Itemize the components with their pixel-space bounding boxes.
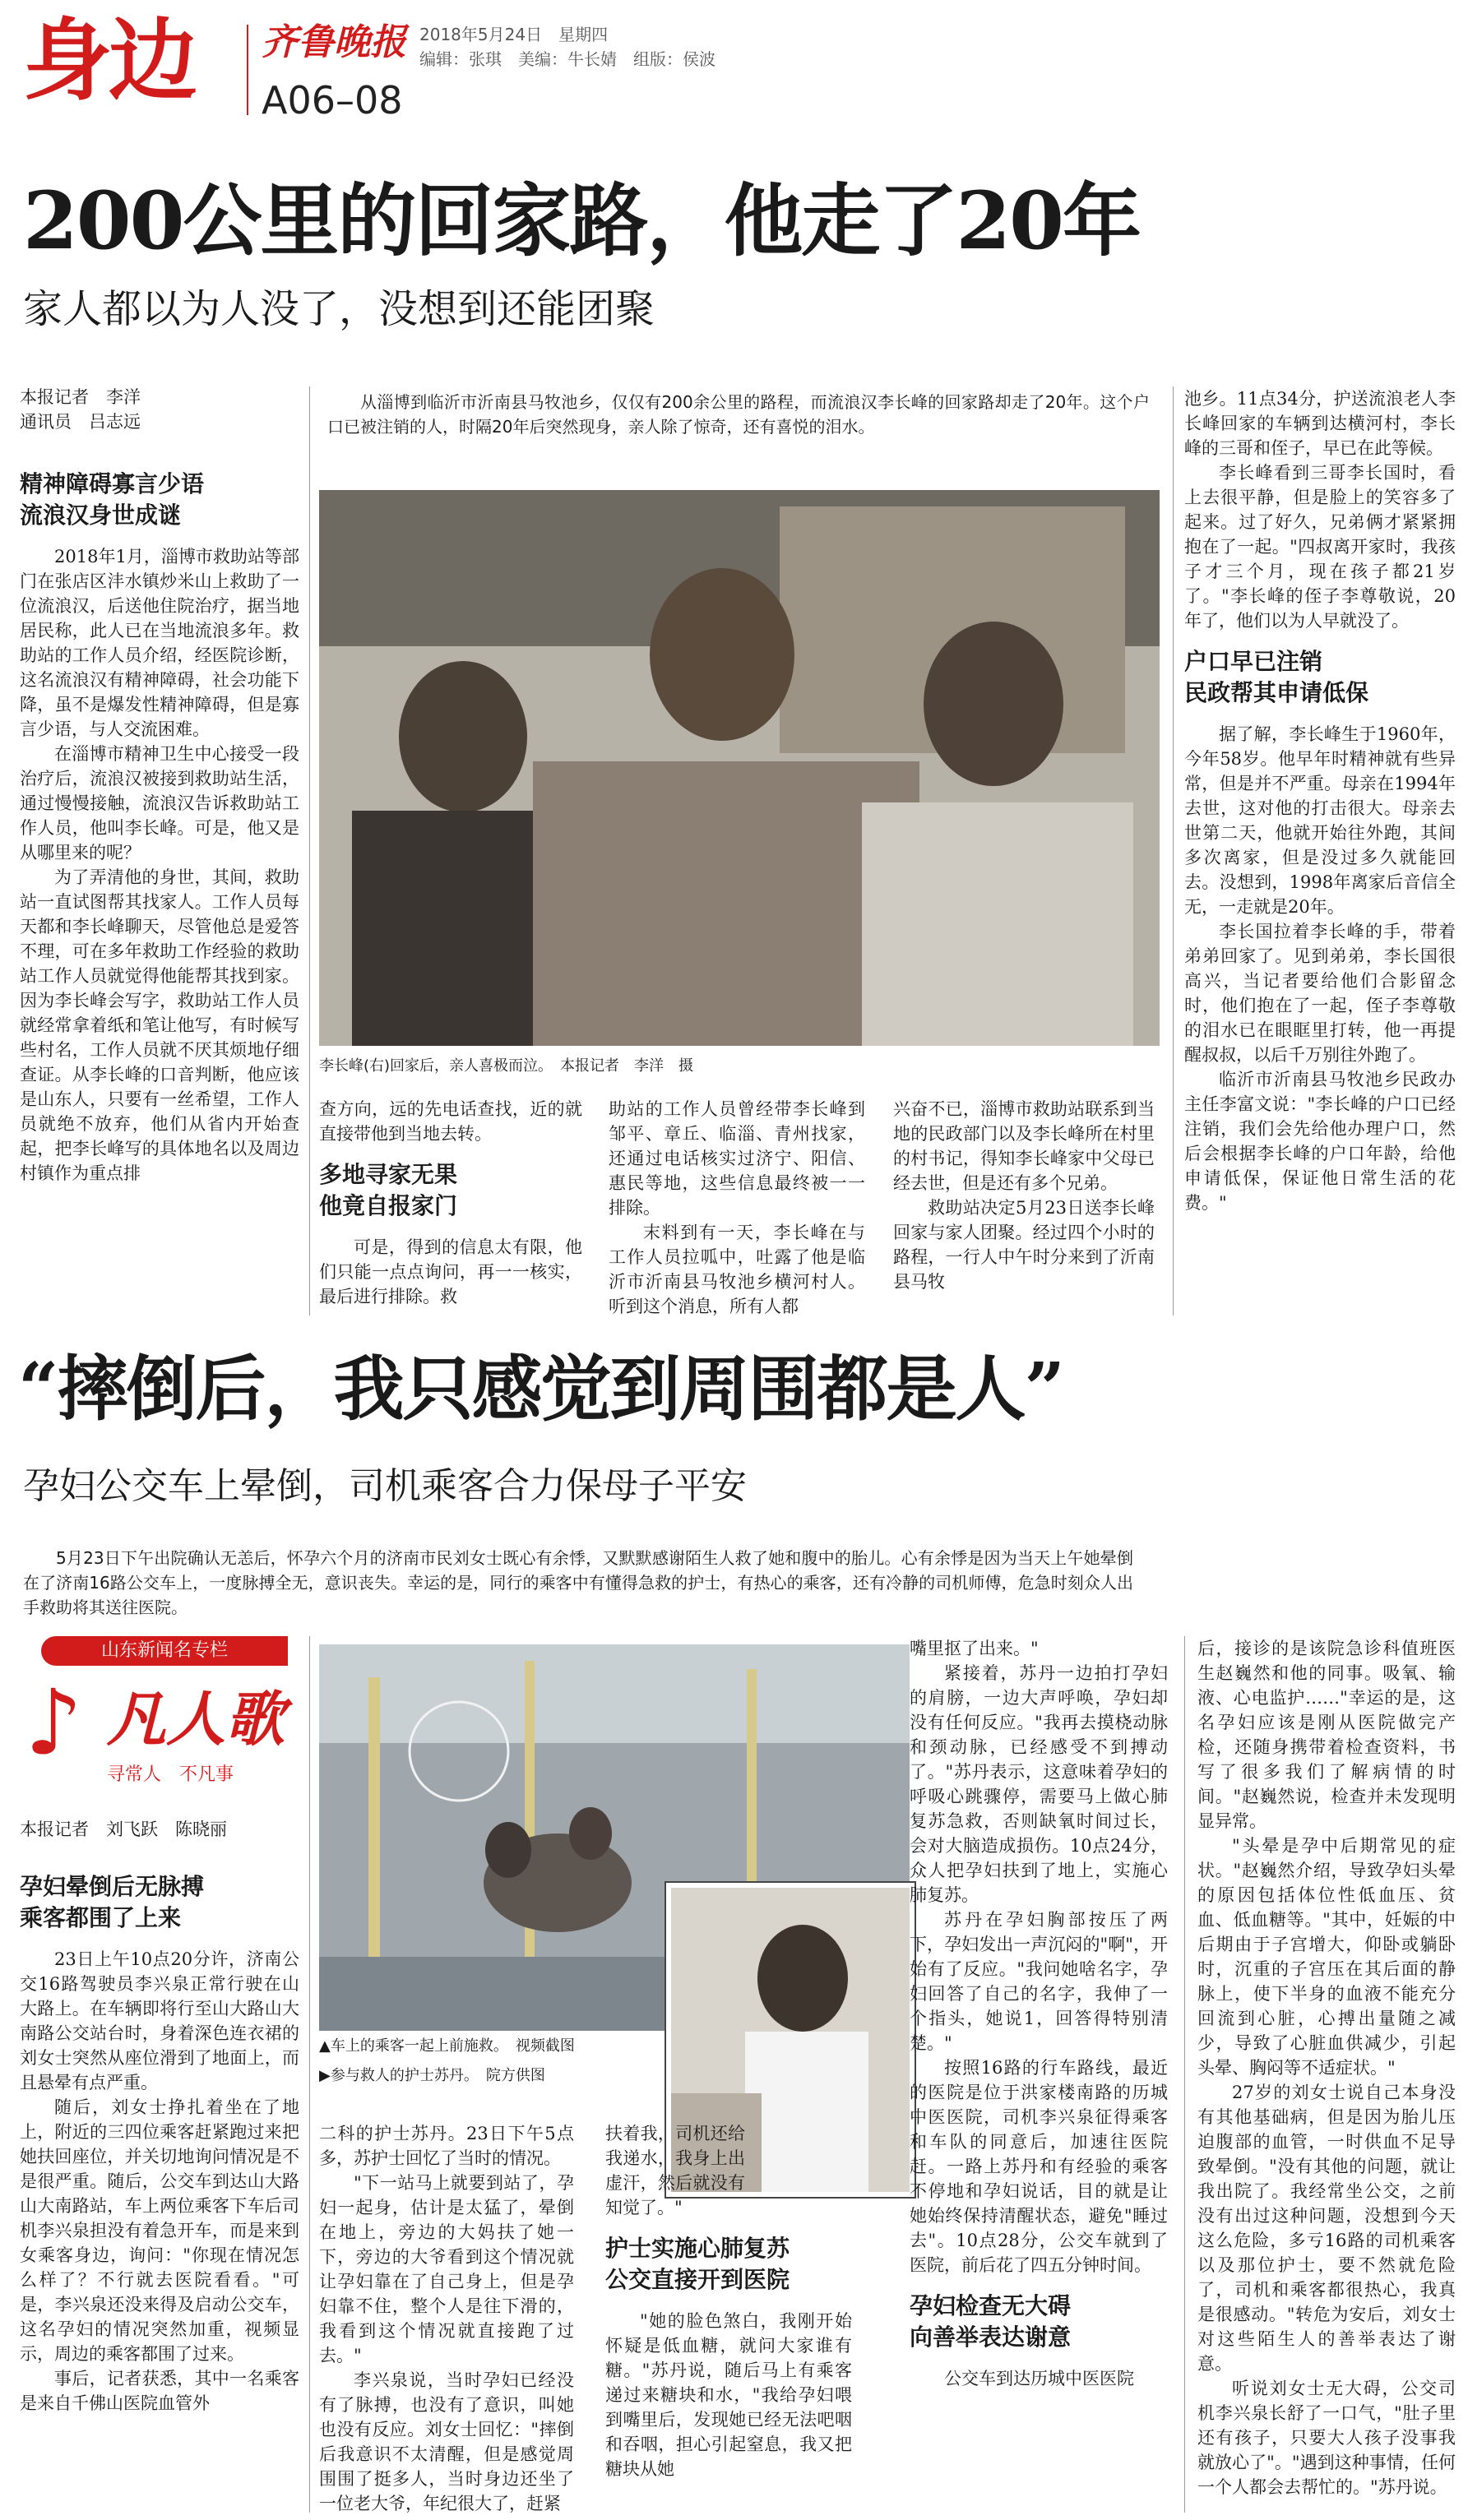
story2-subheading-2: 护士实施心肺复苏 公交直接开到医院	[605, 2235, 790, 2293]
story1-column-3	[609, 1097, 865, 1319]
story1-byline-reporter: 本报记者 李洋	[20, 387, 141, 407]
photo-three-brothers	[319, 490, 1160, 1046]
paragraph: 李兴泉说，当时孕妇已经没有了脉搏，也没有了意识，叫她也没有反应。刘女士回忆："摔倒后我意识不太清醒，但是感觉周围围了挺多人，当时身边还坐了一位老大爷，年纪很大了，赶紧	[319, 2370, 574, 2513]
paragraph: 事后，记者获悉，其中一名乘客是来自千佛山医院血管外	[20, 2369, 299, 2413]
paragraph: 后，接诊的是该院急诊科值班医生赵巍然和他的同事。吸氧、输液、心电监护……"幸运的是，这名孕妇应该是刚从医院做完产检，还随身携带着检查资料，书写了很多我们了解病情的时间。"赵巍然说，检查并未发现明显异常。	[1197, 1639, 1456, 1831]
story1-subheading-2: 多地寻家无果 他竟自报家门	[319, 1161, 458, 1219]
section-title: 身边	[23, 10, 195, 113]
paragraph: 可是，得到的信息太有限，他们只能一点点询问，再一一核实，最后进行排除。救	[319, 1237, 582, 1306]
story2-column-4	[910, 1636, 1168, 2513]
issue-date: 2018年5月24日 星期四	[419, 25, 609, 44]
column-rule	[309, 1636, 310, 2513]
paragraph: 听说刘女士无大碍，公交司机李兴泉长舒了一口气，"肚子里还有孩子，只要大人孩子没事我就放心了"。"遇到这种事情，任何一个人都会去帮忙的。"苏丹说。	[1197, 2379, 1456, 2497]
story1-headline: 200公里的回家路，他走了20年	[23, 174, 1140, 267]
column-logo-banner: 山东新闻名专栏	[41, 1636, 288, 1666]
paragraph: 为了弄清他的身世，其间，救助站一直试图帮其找家人。工作人员每天都和李长峰聊天，尽管他总是爱答不理，可在多年救助工作经验的救助站工作人员就觉得他能帮其找到家。因为李长峰会写字，救助站工作人员就经常拿着纸和笔让他写，有时候写些村名，工作人员就不厌其烦地仔细查证。从李长峰的口音判断，他应该是山东人，只要有一丝希望，工作人员就绝不放弃，他们从省内开始查起，把李长峰写的具体地名以及周边村镇作为重点排	[20, 867, 299, 1183]
story1-subheading-3: 户口早已注销 民政帮其申请低保	[1184, 648, 1369, 706]
paragraph: "下一站马上就要到站了，孕妇一起身，估计是太猛了，晕倒在地上，旁边的大妈扶了她一下，旁边的大爷看到这个情况就让孕妇靠在了自己身上，但是孕妇靠不住，整个人是往下滑的，我看到这个情况就直接跑了过去。"	[319, 2173, 574, 2365]
paragraph: 李长国拉着李长峰的手，带着弟弟回家了。见到弟弟，李长国很高兴，当记者要给他们合影留念时，他们抱在了一起，侄子李尊敬的泪水已在眼眶里打转，他一再提醒叔叔，以后千万别往外跑了。	[1184, 922, 1456, 1065]
story2-photo2-caption: ▶参与救人的护士苏丹。 院方供图	[319, 2067, 545, 2084]
story1-photo-caption: 李长峰(右)回家后，亲人喜极而泣。 本报记者 李洋 摄	[319, 1057, 694, 1075]
column-logo	[16, 1636, 296, 1817]
story1-byline-correspondent: 通讯员 吕志远	[20, 412, 141, 432]
page-number: A06–08	[262, 78, 403, 123]
paragraph: 27岁的刘女士说自己本身没有其他基础病，但是因为胎儿压迫腹部的血管，一时供血不足导致晕倒。"没有其他的问题，就让我出院了。我经常坐公交，之前没有出过这种问题，没想到今天这么危险，多亏16路的司机乘客以及那位护士，要不然就危险了，司机和乘客都很热心，我真是很感动。"转危为安后，刘女士对这些陌生人的善举表达了谢意。	[1197, 2083, 1456, 2374]
story1-subhead: 家人都以为人没了，没想到还能团聚	[23, 286, 655, 332]
column-rule	[1184, 1636, 1185, 2513]
story1-column-4	[893, 1097, 1155, 1319]
story2-subheading-1: 孕妇晕倒后无脉搏 乘客都围了上来	[20, 1873, 205, 1931]
header-divider	[247, 25, 248, 115]
story2-subhead: 孕妇公交车上晕倒，司机乘客合力保母子平安	[23, 1465, 747, 1507]
story1-column-2	[319, 1097, 582, 1319]
column-logo-tagline: 寻常人 不凡事	[107, 1764, 234, 1785]
paragraph: 据了解，李长峰生于1960年，今年58岁。他早年时精神就有些异常，但是并不严重。母亲在1994年去世，这对他的打击很大。母亲去世第二天，他就开始往外跑，其间多次离家，但是没过多久就能回去。没想到，1998年离家后音信全无，一走就是20年。	[1184, 724, 1456, 917]
paragraph: 李长峰看到三哥李长国时，看上去很平静，但是脸上的笑容多了起来。过了好久，兄弟俩才紧紧拥抱在了一起。"四叔离开家时，我孩子才三个月，现在孩子都21岁了。"李长峰的侄子李尊敬说，20年了，他们以为人早就没了。	[1184, 463, 1456, 631]
column-rule	[1173, 386, 1174, 1315]
newspaper-logo: 齐鲁晚报	[262, 21, 406, 63]
story2-photo1-caption: ▲车上的乘客一起上前施救。 视频截图	[319, 2037, 575, 2055]
editor-credits: 编辑：张琪 美编：牛长婧 组版：侯波	[419, 49, 715, 69]
paragraph: 在淄博市精神卫生中心接受一段治疗后，流浪汉被接到救助站生活，通过慢慢接触，流浪汉告诉救助站工作人员，他叫李长峰。可是，他又是从哪里来的呢？	[20, 744, 299, 862]
story2-headline: “摔倒后，我只感觉到周围都是人”	[18, 1348, 1063, 1431]
story2-byline: 本报记者 刘飞跃 陈晓丽	[20, 1819, 227, 1839]
paragraph: 救助站决定5月23日送李长峰回家与家人团聚。经过四个小时的路程，一行人中午时分来到了沂南县马牧	[893, 1198, 1155, 1292]
story2-subheading-3: 孕妇检查无大碍 向善举表达谢意	[910, 2292, 1072, 2351]
column-rule	[309, 386, 310, 1315]
column-logo-title: 凡人歌	[107, 1684, 285, 1754]
paragraph: 按照16路的行车路线，最近的医院是位于洪家楼南路的历城中医医院，司机李兴泉征得乘客和车队的同意后，加速往医院赶。一路上苏丹和有经验的乘客不停地和孕妇说话，目的就是让她始终保持清醒状态，避免"睡过去"。10点28分，公交车就到了医院，前后花了四五分钟时间。	[910, 2058, 1168, 2275]
story2-column-2	[319, 2121, 574, 2513]
music-note-icon: ♪	[25, 1670, 83, 1775]
paragraph: 随后，刘女士挣扎着坐在了地上，附近的三四位乘客赶紧跑过来把她扶回座位，并关切地询问情况是不是很严重。随后，公交车到达山大路山大南路站，车上两位乘客下车后司机李兴泉担没有着急开车，而是来到女乘客身边，询问："你现在情况怎么样了？不行就去医院看看。"可是，李兴泉还没来得及启动公交车，这名孕妇的情况突然加重，视频显示，周边的乘客都围了过来。	[20, 2097, 299, 2364]
paragraph: 2018年1月，淄博市救助站等部门在张店区沣水镇炒米山上救助了一位流浪汉，后送他住院治疗，据当地居民称，此人已在当地流浪多年。救助站的工作人员介绍，经医院诊断，这名流浪汉有精神障碍，社会功能下降，虽不是爆发性精神障碍，但是寡言少语，与人交流困难。	[20, 547, 299, 739]
page-header	[0, 0, 1468, 132]
paragraph: 公交车到达历城中医医院	[944, 2369, 1134, 2388]
paragraph: 二科的护士苏丹。23日下午5点多，苏护士回忆了当时的情况。	[319, 2124, 574, 2168]
story1-column-5	[1184, 386, 1456, 1315]
paragraph: 嘴里抠了出来。"	[910, 1639, 1039, 1658]
paragraph: 查方向，远的先电话查找，近的就直接带他到当地去转。	[319, 1099, 582, 1144]
story2-column-5	[1197, 1636, 1456, 2513]
paragraph: 池乡。11点34分，护送流浪老人李长峰回家的车辆到达横河村，李长峰的三哥和侄子，早已在此等候。	[1184, 389, 1456, 458]
story2-lead: 5月23日下午出院确认无恙后，怀孕六个月的济南市民刘女士既心有余悸，又默默感谢陌生人救了她和腹中的胎儿。心有余悸是因为当天上午她晕倒在了济南16路公交车上，一度脉搏全无，意识丧失。幸运的是，同行的乘客中有懂得急救的护士，有热心的乘客，还有冷静的司机师傅，危急时刻众人出手救助将其送往医院。	[23, 1548, 1133, 1617]
story2-column-3	[605, 2121, 852, 2513]
paragraph: 苏丹在孕妇胸部按压了两下，孕妇发出一声沉闷的"啊"，开始有了反应。"我问她啥名字，孕妇回答了自己的名字，我伸了一个指头，她说1，回答得特别清楚。"	[910, 1910, 1168, 2053]
paragraph: "头晕是孕中后期常见的症状。"赵巍然介绍，导致孕妇头晕的原因包括体位性低血压、贫血、低血糖等。"其中，妊娠的中后期由于子宫增大，仰卧或躺卧时，沉重的子宫压在其后面的静脉上，使下半身的血液不能充分回流到心脏，心搏出量随之减少，导致了心脏血供减少，引起头晕、胸闷等不适症状。"	[1197, 1836, 1456, 2078]
paragraph: 助站的工作人员曾经带李长峰到邹平、章丘、临淄、青州找家，还通过电话核实过济宁、阳信、惠民等地，这些信息最终被一一排除。	[609, 1099, 865, 1218]
story1-photo	[319, 490, 1160, 1046]
paragraph: 末料到有一天，李长峰在与工作人员拉呱中，吐露了他是临沂市沂南县马牧池乡横河村人。听到这个消息，所有人都	[609, 1223, 865, 1316]
paragraph: 临沂市沂南县马牧池乡民政办主任李富文说："李长峰的户口已经注销，我们会先给他办理户口，然后会根据李长峰的户口年龄，给他申请低保，保证他日常生活的花费。"	[1184, 1070, 1456, 1213]
story2-column-1	[20, 1871, 299, 2513]
paragraph: 兴奋不已，淄博市救助站联系到当地的民政部门以及李长峰所在村里的村书记，得知李长峰家中父母已经去世，但是还有多个兄弟。	[893, 1099, 1155, 1193]
paragraph: "她的脸色煞白，我刚开始怀疑是低血糖，就问大家谁有糖。"苏丹说，随后马上有乘客递过来糖块和水，"我给孕妇喂到嘴里后，发现她已经无法吧咽和吞咽，担心引起窒息，我又把糖块从她	[605, 2311, 852, 2479]
story1-column-1	[20, 469, 299, 1315]
story1-lead: 从淄博到临沂市沂南县马牧池乡，仅仅有200余公里的路程，而流浪汉李长峰的回家路却走了20年。这个户口已被注销的人，时隔20年后突然现身，亲人除了惊奇，还有喜悦的泪水。	[327, 392, 1150, 437]
story1-subheading-1: 精神障碍寡言少语 流浪汉身世成谜	[20, 470, 205, 529]
paragraph: 紧接着，苏丹一边拍打孕妇的肩膀，一边大声呼唤，孕妇却没有任何反应。"我再去摸桡动脉和颈动脉，已经感受不到搏动了。"苏丹表示，这意味着孕妇的呼吸心跳骤停，需要马上做心肺复苏急救，否则缺氧时间过长，会对大脑造成损伤。10点24分，众人把孕妇扶到了地上，实施心肺复苏。	[910, 1663, 1168, 1905]
paragraph: 扶着我，司机还给我递水，我身上出虚汗，然后就没有知觉了。"	[605, 2124, 745, 2217]
paragraph: 23日上午10点20分许，济南公交16路驾驶员李兴泉正常行驶在山大路上。在车辆即将行至山大路山大南路公交站台时，身着深色连衣裙的刘女士突然从座位滑到了地面上，而且悬晕有点严重。	[20, 1949, 299, 2092]
